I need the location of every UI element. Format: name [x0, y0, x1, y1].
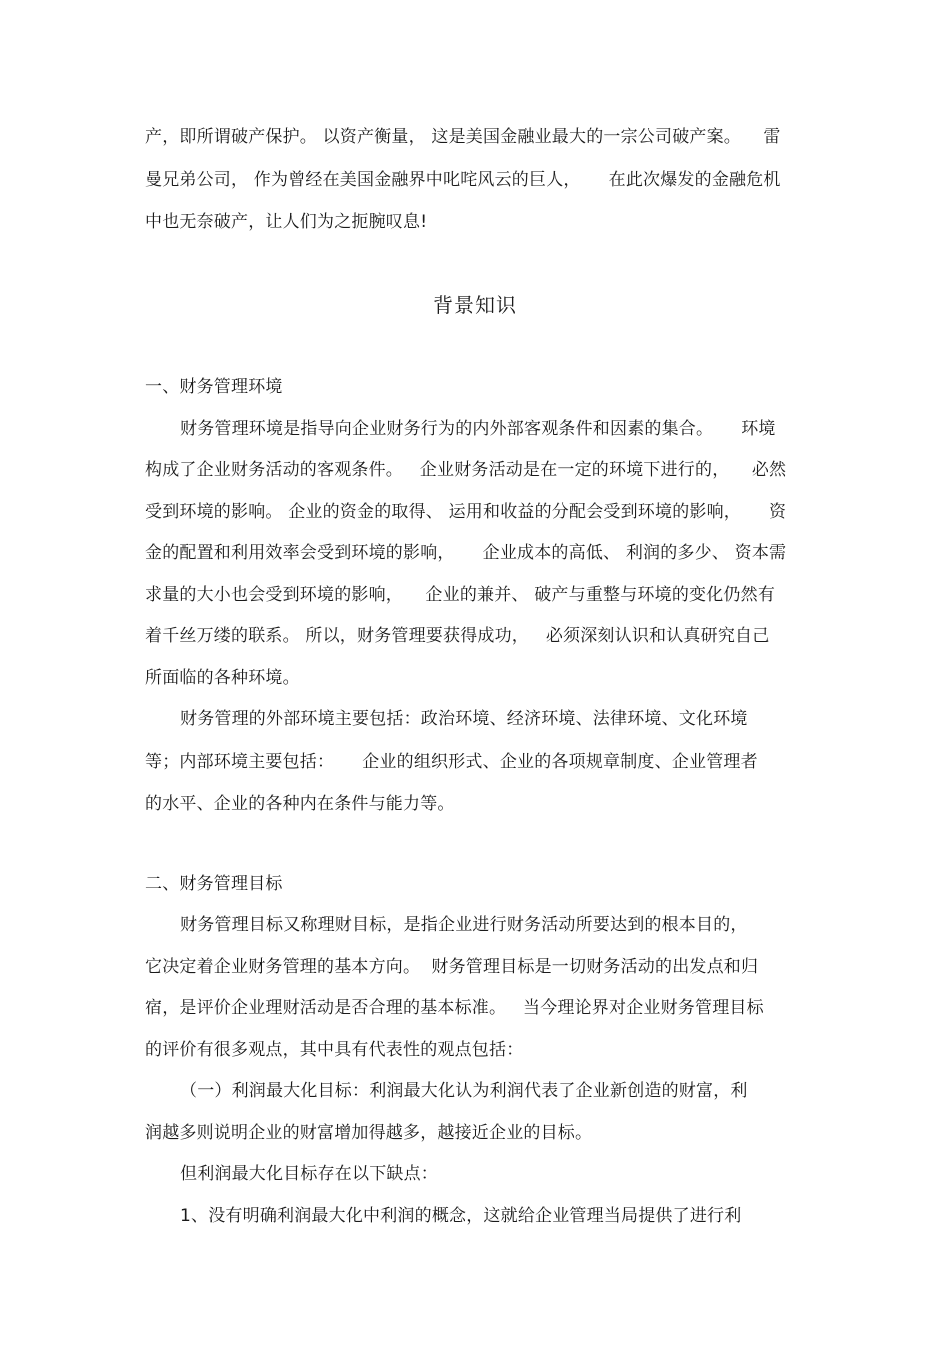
intro-line: 中也无奈破产，让人们为之扼腕叹息!: [145, 212, 428, 232]
intro-line: 产，即所谓破产保护。 以资产衡量， 这是美国金融业最大的一宗公司破产案。 雷: [145, 127, 781, 147]
paragraph-line: 财务管理环境是指导向企业财务行为的内外部客观条件和因素的集合。 环境: [180, 419, 776, 439]
section-title: 二、财务管理目标: [145, 874, 283, 894]
paragraph-line: 但利润最大化目标存在以下缺点：: [180, 1164, 438, 1184]
section-title: 一、财务管理环境: [145, 377, 283, 397]
intro-line: 曼兄弟公司， 作为曾经在美国金融界中叱咤风云的巨人， 在此次爆发的金融危机: [145, 170, 781, 190]
paragraph-line: 润越多则说明企业的财富增加得越多，越接近企业的目标。: [145, 1123, 593, 1143]
paragraph-line: （一）利润最大化目标：利润最大化认为利润代表了企业新创造的财富，利: [180, 1081, 748, 1101]
paragraph-line: 宿，是评价企业理财活动是否合理的基本标准。 当今理论界对企业财务管理目标: [145, 998, 764, 1018]
paragraph-line: 求量的大小也会受到环境的影响， 企业的兼并、 破产与重整与环境的变化仍然有: [145, 585, 776, 605]
main-heading: 背景知识: [433, 293, 517, 317]
paragraph-line: 等；内部环境主要包括： 企业的组织形式、企业的各项规章制度、企业管理者: [145, 752, 758, 772]
paragraph-line: 1、没有明确利润最大化中利润的概念，这就给企业管理当局提供了进行利: [180, 1206, 742, 1226]
paragraph-line: 所面临的各种环境。: [145, 668, 300, 688]
paragraph-line: 它决定着企业财务管理的基本方向。 财务管理目标是一切财务活动的出发点和归: [145, 957, 759, 977]
paragraph-line: 财务管理的外部环境主要包括：政治环境、经济环境、法律环境、文化环境: [180, 709, 748, 729]
paragraph-line: 着千丝万缕的联系。 所以，财务管理要获得成功， 必须深刻认识和认真研究自己: [145, 626, 770, 646]
paragraph-line: 金的配置和利用效率会受到环境的影响， 企业成本的高低、 利润的多少、 资本需: [145, 543, 787, 563]
paragraph-line: 受到环境的影响。 企业的资金的取得、 运用和收益的分配会受到环境的影响， 资: [145, 502, 787, 522]
paragraph-line: 的评价有很多观点，其中具有代表性的观点包括：: [145, 1040, 524, 1060]
paragraph-line: 的水平、企业的各种内在条件与能力等。: [145, 794, 455, 814]
paragraph-line: 构成了企业财务活动的客观条件。 企业财务活动是在一定的环境下进行的， 必然: [145, 460, 787, 480]
paragraph-line: 财务管理目标又称理财目标，是指企业进行财务活动所要达到的根本目的，: [180, 915, 748, 935]
